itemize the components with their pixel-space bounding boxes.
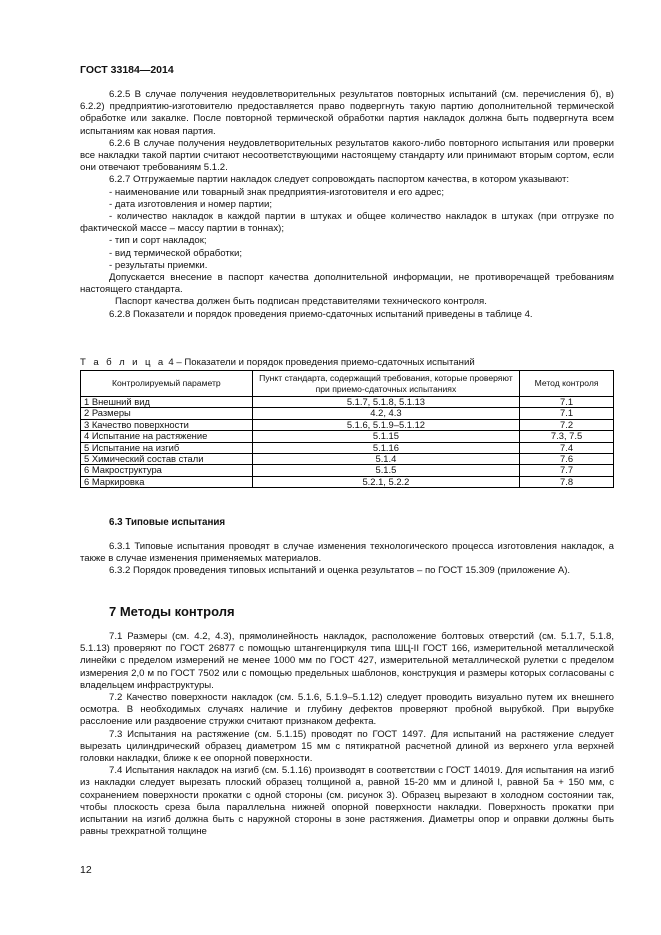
paragraph-6-2-6: 6.2.6 В случае получения неудовлетворительных результатов какого-либо повторного испытания или проверки все накладки такой партии считают несоответствующими настоящему стандарту или принимают вторым сортом, если они отвечают требованиям 5.1.2. — [80, 137, 614, 174]
list-item: - тип и сорт накладок; — [109, 235, 207, 247]
table-cell: 7.7 — [520, 465, 614, 476]
table-cell: 3 Качество поверхности — [81, 419, 253, 430]
subsection-6-3-text — [80, 541, 614, 578]
table-cell: 5 Испытание на изгиб — [81, 442, 253, 453]
table-cell: 7.1 — [520, 397, 614, 408]
paragraph-6-3-2: 6.3.2 Порядок проведения типовых испытаний и оценка результатов – по ГОСТ 15.309 (приложение А). — [109, 565, 571, 577]
paragraph-passport-signature: Паспорт качества должен быть подписан представителями технического контроля. — [115, 296, 487, 308]
paragraph-7-2: 7.2 Качество поверхности накладок (см. 5.1.6, 5.1.9–5.1.12) следует проводить визуально путем их внешнего осмотра. В необходимых случаях наличие и глубину дефектов проверяют пробной вырубкой. При вырубке расслоение или раздвоение стружки считают признаком дефекта. — [80, 692, 614, 728]
table-row — [81, 419, 614, 430]
section-7-text — [80, 631, 614, 838]
paragraph-7-3: 7.3 Испытания на растяжение (см. 5.1.15) проводят по ГОСТ 1497. Для испытаний на растяжение следует вырезать цилиндрический образец диаметром 15 мм с пятикратной расчетной длиной из верхнего угла верхней головки накладки, ближе к ее опорной поверхности. — [80, 728, 614, 765]
subsection-6-3-title: 6.3 Типовые испытания — [109, 517, 226, 528]
table-cell: 7.2 — [520, 419, 614, 430]
paragraph-7-4: 7.4 Испытания накладок на изгиб (см. 5.1.16) производят в соответствии с ГОСТ 14019. Для испытания на изгиб из накладки следует вырезать плоский образец толщиной а, равной 15-20 мм и длиной l, равной 5а + 150 мм, с сохранением поверхности прокатки с одной стороны (см. рисунок 3). Образец вырезают в холодном состоянии так, чтобы плоскость среза была параллельна нижней опорной поверхности накладки. Поверхность прокатки при испытании на изгиб должна быть с наружной стороны в зоне растяжения. Диаметры опор и оправки должны быть равны трехкратной толщине — [80, 765, 614, 838]
table-row — [81, 408, 614, 419]
table-cell: 4 Испытание на растяжение — [81, 431, 253, 442]
table-cell: 7.4 — [520, 442, 614, 453]
page-number: 12 — [80, 864, 92, 876]
section-6-2-text — [80, 89, 614, 321]
table-cell: 1 Внешний вид — [81, 397, 253, 408]
paragraph-6-2-8: 6.2.8 Показатели и порядок проведения приемо-сдаточных испытаний приведены в таблице 4. — [109, 308, 533, 320]
table-cell: 6 Макроструктура — [81, 465, 253, 476]
table-cell: 7.3, 7.5 — [520, 431, 614, 442]
table-cell: 7.6 — [520, 454, 614, 465]
paragraph-6-2-5: 6.2.5 В случае получения неудовлетворительных результатов повторных испытаний (см. перечисления б), в) 6.2.2) предприятию-изготовителю предоставляется право подвергнуть такую партию дополнительной термической обработке или закалке. После повторной термической обработки партия накладок должна быть подвергнута всем испытаниям как новая партия. — [80, 89, 614, 137]
list-item: - количество накладок в каждой партии в штуках и общее количество накладок в штуках (при отгрузке по фактической массе – массу партии в тоннах); — [80, 211, 614, 235]
table-cell: 5.2.1, 5.2.2 — [252, 476, 519, 487]
table-row — [81, 454, 614, 465]
list-item: - результаты приемки. — [109, 259, 208, 271]
table-4-caption — [80, 357, 475, 368]
table-cell: 5 Химический состав стали — [81, 454, 253, 465]
table-row — [81, 442, 614, 453]
column-header-parameter: Контролируемый параметр — [81, 371, 253, 397]
table-header-row — [81, 371, 614, 397]
table-cell: 5.1.7, 5.1.8, 5.1.13 — [252, 397, 519, 408]
table-cell: 5.1.15 — [252, 431, 519, 442]
list-item: - дата изготовления и номер партии; — [109, 198, 273, 210]
paragraph-6-3-1: 6.3.1 Типовые испытания проводят в случае изменения технологического процесса изготовления накладок, а также в случае изменения применяемых материалов. — [80, 541, 614, 565]
document-header: ГОСТ 33184—2014 — [80, 64, 174, 76]
column-header-standard-clause: Пункт стандарта, содержащий требования, которые проверяют при приемо-сдаточных испытаниях — [252, 371, 519, 397]
table-row — [81, 431, 614, 442]
table-cell: 5.1.6, 5.1.9–5.1.12 — [252, 419, 519, 430]
table-cell: 5.1.5 — [252, 465, 519, 476]
table-row — [81, 465, 614, 476]
table-caption-prefix: Т а б л и ц а — [80, 357, 166, 368]
table-cell: 4.2, 4.3 — [252, 408, 519, 419]
table-cell: 6 Маркировка — [81, 476, 253, 487]
column-header-method: Метод контроля — [520, 371, 614, 397]
list-item: - наименование или товарный знак предприятия-изготовителя и его адрес; — [109, 186, 444, 198]
list-item: - вид термической обработки; — [109, 247, 243, 259]
table-row — [81, 397, 614, 408]
table-cell: 5.1.16 — [252, 442, 519, 453]
table-cell: 5.1.4 — [252, 454, 519, 465]
table-row — [81, 476, 614, 487]
table-cell: 2 Размеры — [81, 408, 253, 419]
table-4 — [80, 370, 614, 488]
paragraph-additional-info: Допускается внесение в паспорт качества дополнительной информации, не противоречащей требованиям настоящего стандарта. — [80, 272, 614, 296]
table-cell: 7.8 — [520, 476, 614, 487]
table-caption-text: 4 – Показатели и порядок проведения приемо-сдаточных испытаний — [165, 357, 475, 368]
paragraph-7-1: 7.1 Размеры (см. 4.2, 4.3), прямолинейность накладок, расположение болтовых отверстий (см. 5.1.7, 5.1.8, 5.1.13) проверяют по ГОСТ 26877 с помощью штангенциркуля типа ШЦ-II ГОСТ 166, измерительной металлической линейки с пределом измерений не менее 1000 мм по ГОСТ 427, измерительной металлической рулетки с пределом измерения 2,0 м по ГОСТ 7502 или с помощью предельных шаблонов, конструкция и размеры которых согласованы с владельцем инфраструктуры. — [80, 631, 614, 691]
table-cell: 7.1 — [520, 408, 614, 419]
paragraph-6-2-7: 6.2.7 Отгружаемые партии накладок следует сопровождать паспортом качества, в котором указывают: — [109, 174, 569, 186]
section-7-title: 7 Методы контроля — [109, 604, 235, 619]
